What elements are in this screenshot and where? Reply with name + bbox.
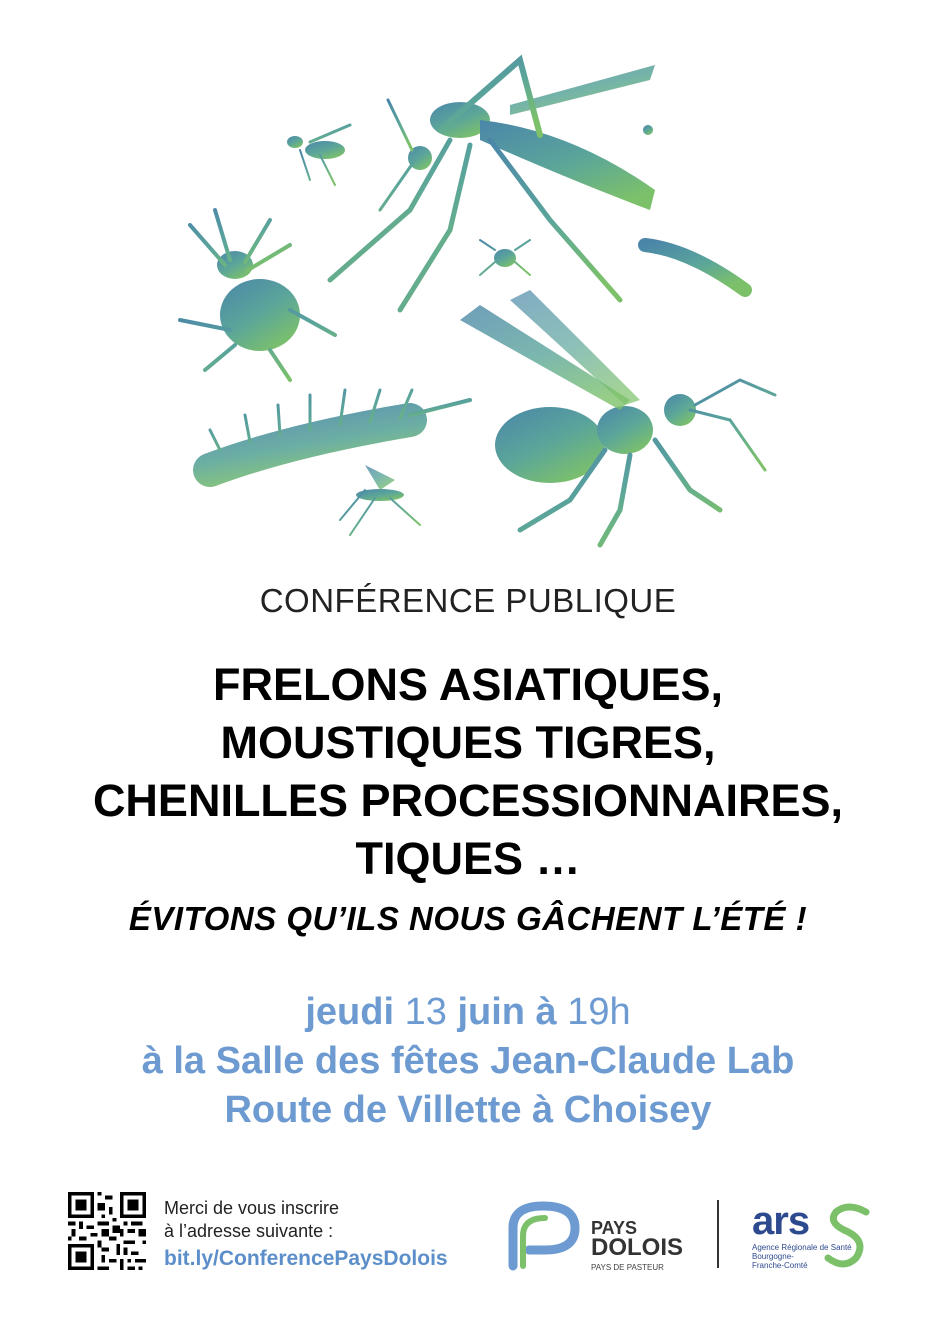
- small-mosquito-drawing: [340, 465, 420, 535]
- hornet-drawing: [460, 290, 775, 545]
- register-line-2: à l’adresse suivante :: [164, 1221, 334, 1241]
- event-day: jeudi: [305, 991, 395, 1033]
- conference-title: [0, 656, 936, 888]
- ars-subtitle: Agence Régionale de Santé Bourgogne- Franche-Comté: [752, 1243, 852, 1270]
- insects-illustration: [150, 50, 790, 550]
- title-line: MOUSTIQUES TIGRES,: [220, 717, 716, 768]
- registration-block: [164, 1197, 448, 1270]
- title-line: TIQUES …: [355, 833, 581, 884]
- ars-wordmark: ars: [752, 1199, 810, 1243]
- event-venue: à la Salle des fêtes Jean-Claude Lab: [141, 1040, 795, 1082]
- event-address: Route de Villette à Choisey: [224, 1089, 712, 1131]
- register-line-1: Merci de vous inscrire: [164, 1198, 340, 1218]
- mosquito-drawing: [330, 60, 655, 310]
- event-details: [0, 988, 936, 1135]
- tick-drawing: [180, 210, 335, 380]
- qr-code[interactable]: [68, 1192, 146, 1270]
- event-day-number: 13: [404, 991, 447, 1033]
- pays-dolois-text: PAYS DOLOIS PAYS DE PASTEUR: [591, 1218, 684, 1272]
- spider-drawing: [480, 240, 530, 275]
- event-date: [0, 988, 936, 1037]
- event-month: juin à: [457, 991, 557, 1033]
- small-wasp-drawing: [287, 125, 350, 185]
- conference-subtitle: ÉVITONS QU’ILS NOUS GÂCHENT L’ÉTÉ !: [128, 900, 808, 937]
- logo-divider: [717, 1200, 719, 1268]
- title-line: FRELONS ASIATIQUES,: [212, 659, 724, 710]
- registration-link[interactable]: bit.ly/ConferencePaysDolois: [164, 1247, 448, 1270]
- small-caterpillar-drawing: [645, 245, 745, 290]
- big-caterpillar-drawing: [210, 390, 470, 470]
- title-line: CHENILLES PROCESSIONNAIRES,: [92, 775, 844, 826]
- event-time: 19h: [567, 991, 631, 1033]
- conference-kicker: CONFÉRENCE PUBLIQUE: [259, 582, 677, 619]
